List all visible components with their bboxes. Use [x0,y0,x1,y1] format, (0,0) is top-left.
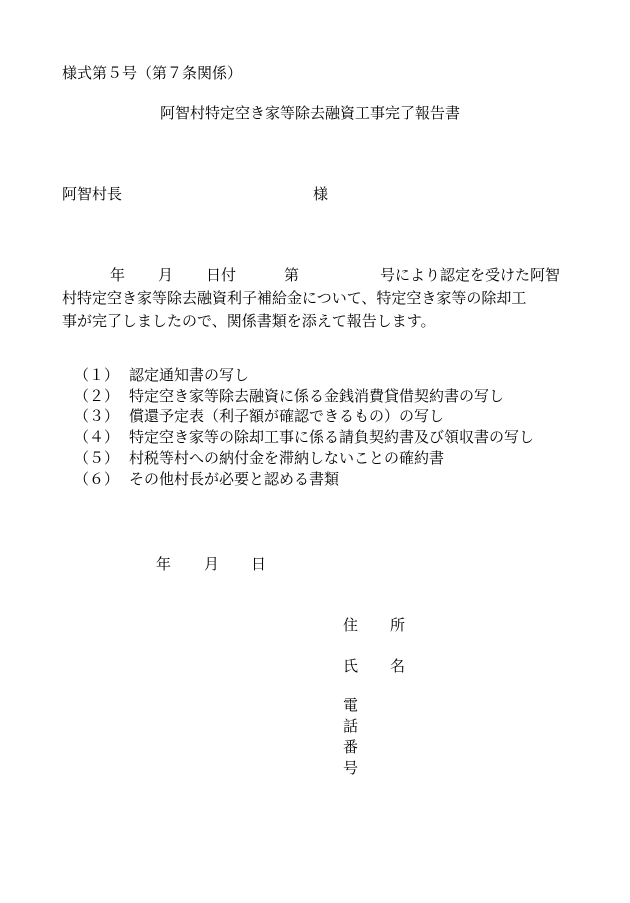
date-year-label: 年 [156,555,172,573]
list-item-text: 特定空き家等除去融資に係る金銭消費貸借契約書の写し [129,386,505,405]
list-item [74,406,584,427]
submission-date [0,553,630,573]
body-line-2: 村特定空き家等除去融資利子補給金について、特定空き家等の除却工 [62,289,527,307]
list-item-number: （４） [74,428,120,447]
body-number-prefix: 第 [284,266,300,284]
body-date-label: 日付 [206,266,237,284]
list-item-number: （２） [74,386,120,405]
list-item-number: （６） [74,469,120,488]
body-line-1-tail: 号により認定を受けた阿智 [380,266,561,284]
addressee-name: 阿智村長 [62,185,123,203]
date-month-label: 月 [204,555,220,573]
list-item-text: その他村長が必要と認める書類 [129,469,340,488]
body-line-1 [62,264,574,287]
list-item-text: 認定通知書の写し [129,366,250,384]
document-title: 阿智村特定空き家等除去融資工事完了報告書 [160,104,461,122]
addressee-honorific: 様 [313,185,329,203]
date-day-label: 日 [251,555,267,573]
attachment-list [74,365,584,489]
list-item-text: 村税等村への納付金を滞納しないことの確約書 [129,448,445,467]
body-year-label: 年 [110,266,126,284]
body-line-3: 事が完了しましたので、関係書類を添えて報告します。 [62,312,436,330]
form-number: 様式第５号（第７条関係） [62,64,243,82]
list-item-number: （３） [74,407,120,426]
list-item [74,386,584,407]
list-item-number: （５） [74,448,120,467]
list-item-text: 償還予定表（利子額が確認できるもの）の写し [129,407,445,426]
list-item [74,448,584,469]
list-item-text: 特定空き家等の除却工事に係る請負契約書及び領収書の写し [129,428,535,447]
body-month-label: 月 [158,266,174,284]
list-item [74,469,584,490]
report-body [62,264,574,333]
list-item-number: （１） [74,366,120,384]
list-item [74,365,584,386]
list-item [74,427,584,448]
